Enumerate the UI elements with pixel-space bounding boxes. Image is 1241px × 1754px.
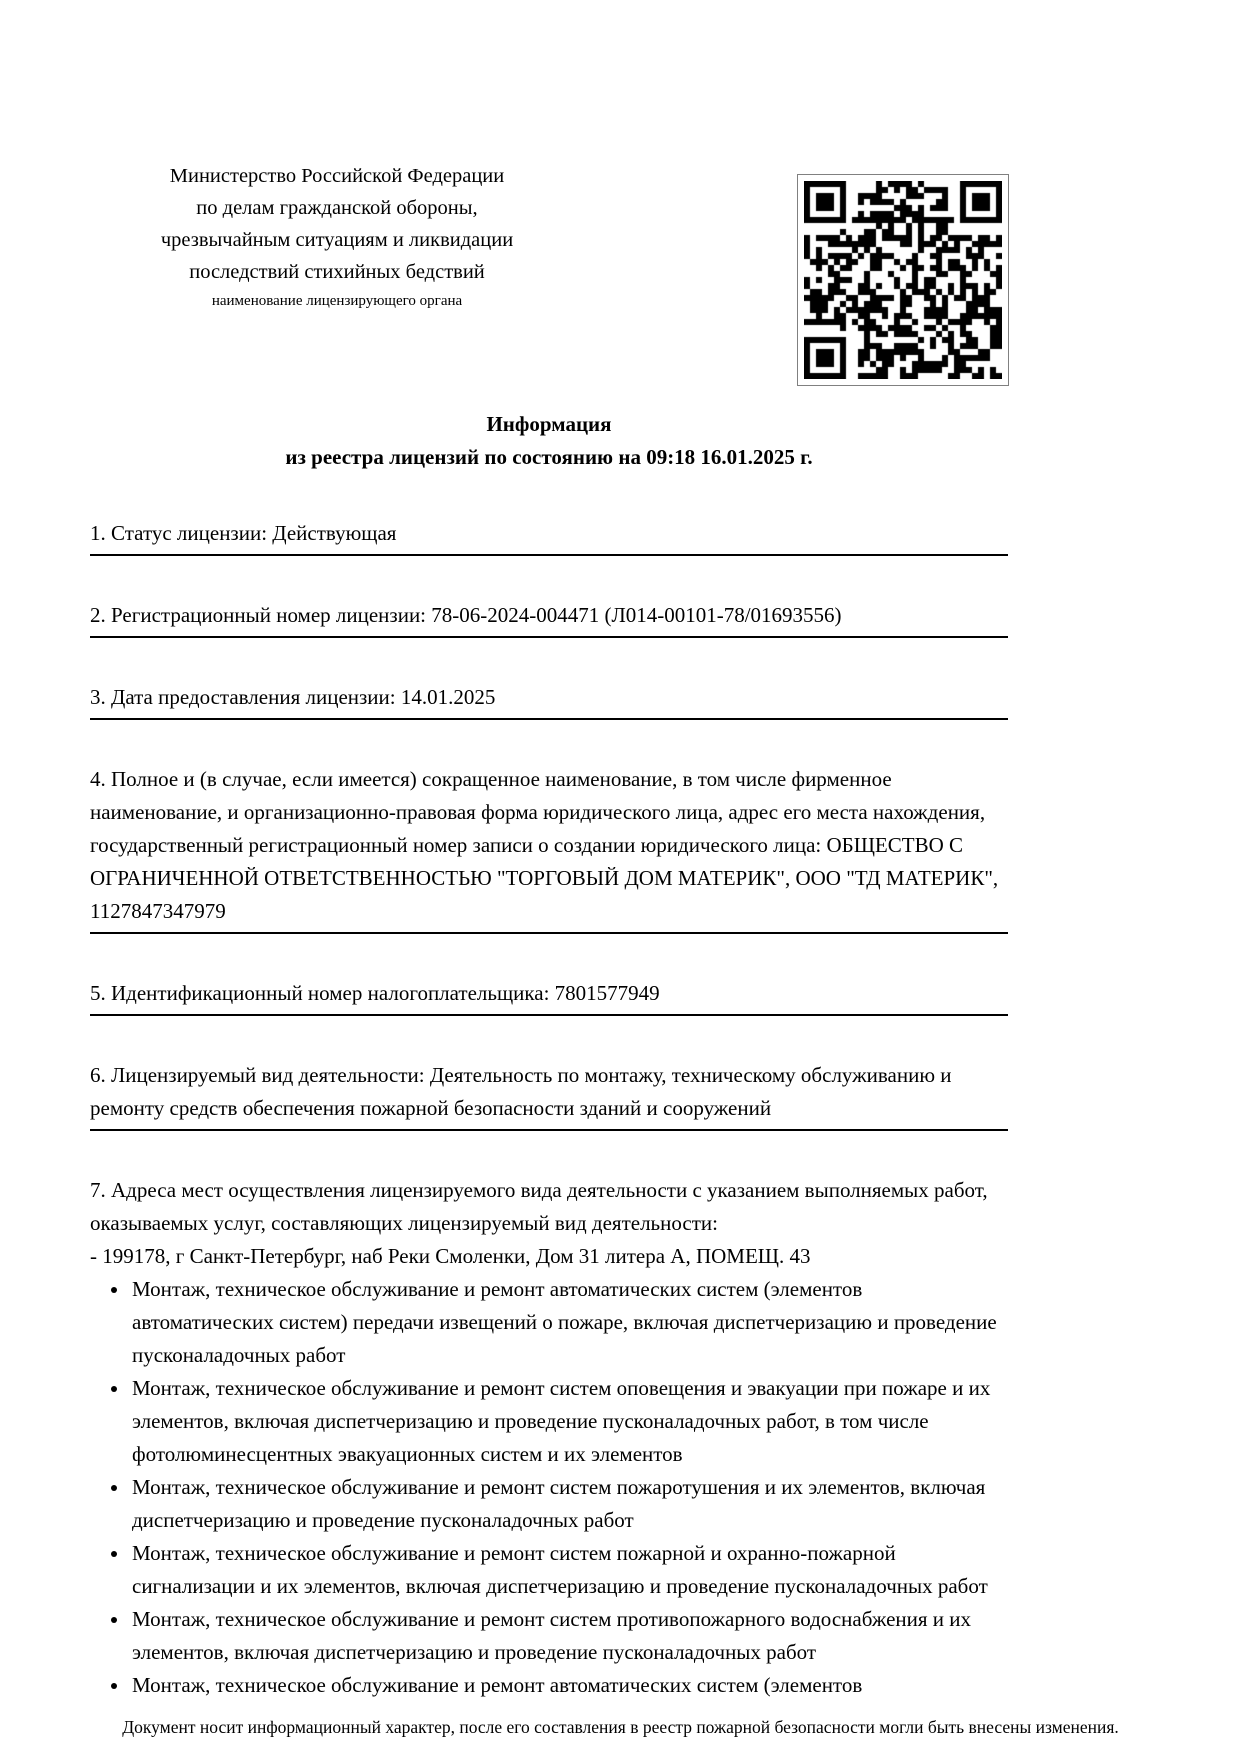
field-full-name: 4. Полное и (в случае, если имеется) сокращенное наименование, в том числе фирменное наименование, и организационно-правовая форма юридического лица, адрес его места нахождения, государственный регистрационный номер записи о создании юридического лица: ОБЩЕСТВО С ОГРАНИЧЕННОЙ ОТВЕТСТВЕННОСТЬЮ "ТОРГОВЫЙ ДОМ МАТЕРИК", ООО "ТД МАТЕРИК", 1127847347979 — [90, 763, 1008, 934]
field-license-status: 1. Статус лицензии: Действующая — [90, 517, 1008, 556]
title-line-2: из реестра лицензий по состоянию на 09:18 16.01.2025 г. — [285, 445, 813, 469]
works-list-item: • Монтаж, техническое обслуживание и ремонт систем пожарной и охранно-пожарной сигнализации и их элементов, включая диспетчеризацию и проведение пусконаладочных работ — [130, 1537, 1008, 1603]
ministry-line-1: Министерство Российской Федерации — [169, 165, 505, 187]
field-registration-number: 2. Регистрационный номер лицензии: 78-06-2024-004471 (Л014-00101-78/01693556) — [90, 599, 1008, 638]
works-list-item: • Монтаж, техническое обслуживание и ремонт автоматических систем (элементов — [130, 1669, 1008, 1702]
ministry-caption: наименование лицензирующего органа — [211, 293, 463, 309]
addresses-intro: 7. Адреса мест осуществления лицензируемого вида деятельности с указанием выполняемых работ, оказываемых услуг, составляющих лицензируемый вид деятельности: — [90, 1178, 988, 1235]
qr-code-icon — [804, 181, 1002, 379]
field-activity-type: 6. Лицензируемый вид деятельности: Деятельность по монтажу, техническому обслуживанию и ремонту средств обеспечения пожарной безопасности зданий и сооружений — [90, 1059, 1008, 1131]
qr-code-frame — [797, 174, 1009, 386]
works-list-item: • Монтаж, техническое обслуживание и ремонт систем пожаротушения и их элементов, включая диспетчеризацию и проведение пусконаладочных работ — [130, 1471, 1008, 1537]
address-line: - 199178, г Санкт-Петербург, наб Реки Смоленки, Дом 31 литера А, ПОМЕЩ. 43 — [90, 1244, 811, 1268]
title-line-1: Информация — [486, 412, 612, 436]
field-inn: 5. Идентификационный номер налогоплательщика: 7801577949 — [90, 977, 1008, 1016]
field-grant-date: 3. Дата предоставления лицензии: 14.01.2025 — [90, 681, 1008, 720]
ministry-line-4: последствий стихийных бедствий — [189, 261, 485, 283]
ministry-line-3: чрезвычайным ситуациям и ликвидации — [160, 229, 514, 251]
document-body — [90, 408, 1008, 1702]
field-addresses — [90, 1174, 1008, 1702]
footer-disclaimer: Документ носит информационный характер, после его составления в реестр пожарной безопасности могли быть внесены изменения. — [122, 1717, 1119, 1737]
works-list-item: • Монтаж, техническое обслуживание и ремонт автоматических систем (элементов автоматических систем) передачи извещений о пожаре, включая диспетчеризацию и проведение пусконаладочных работ — [130, 1273, 1008, 1372]
works-list-item: • Монтаж, техническое обслуживание и ремонт систем противопожарного водоснабжения и их элементов, включая диспетчеризацию и проведение пусконаладочных работ — [130, 1603, 1008, 1669]
works-list — [90, 1273, 1008, 1702]
ministry-line-2: по делам гражданской обороны, — [196, 197, 478, 219]
document-title — [90, 408, 1008, 474]
works-list-item: • Монтаж, техническое обслуживание и ремонт систем оповещения и эвакуации при пожаре и их элементов, включая диспетчеризацию и проведение пусконаладочных работ, в том числе фотолюминесцентных эвакуационных систем и их элементов — [130, 1372, 1008, 1471]
licensing-authority-block — [98, 160, 576, 311]
